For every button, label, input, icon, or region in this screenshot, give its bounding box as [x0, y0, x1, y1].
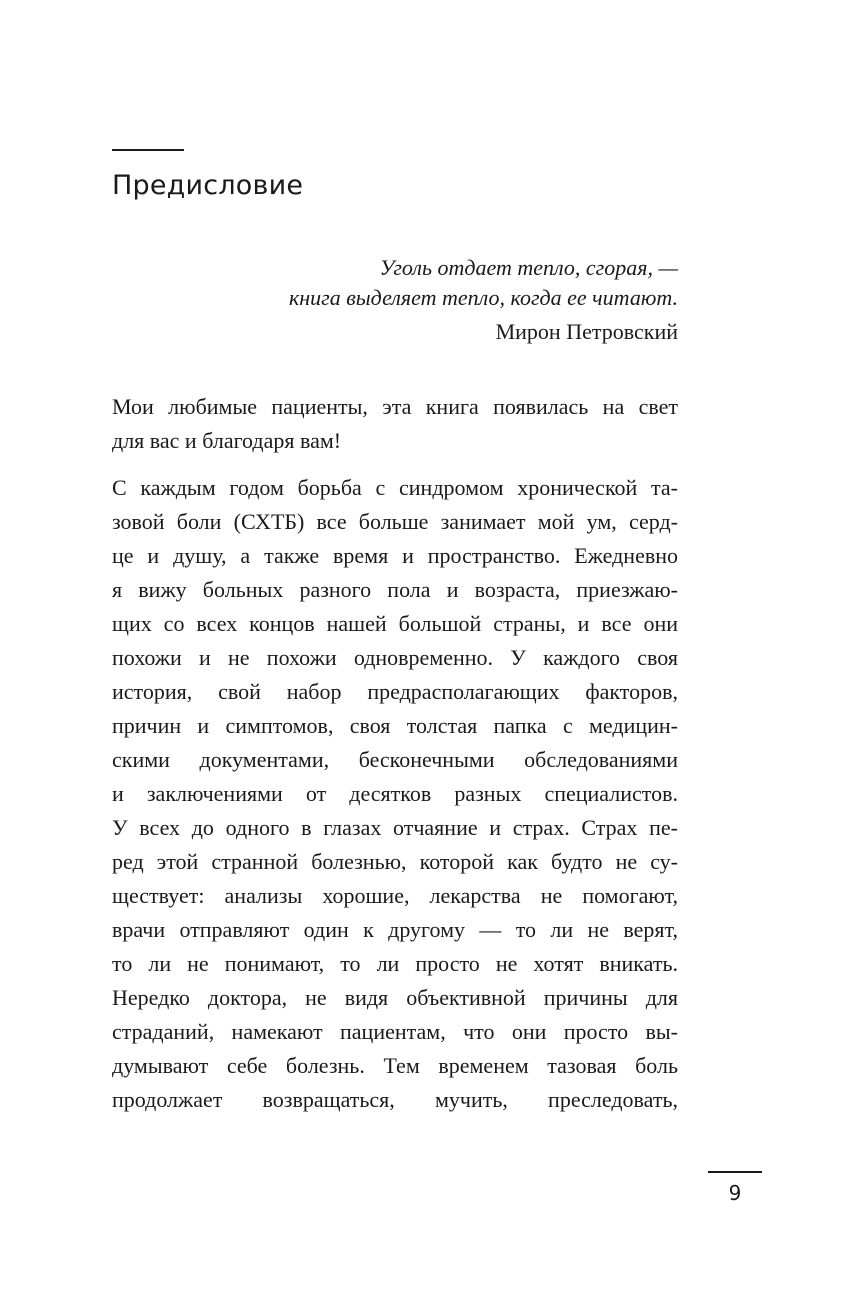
epigraph-author: Мирон Петровский	[495, 319, 678, 344]
text-line: це и душу, а также время и пространство. Ежедневно	[112, 543, 678, 568]
epigraph-line: Уголь отдает тепло, сгорая, —	[379, 255, 678, 280]
paragraph	[112, 390, 678, 458]
footer-rule	[708, 1171, 762, 1173]
text-line: история, свой набор предрасполагающих факторов,	[112, 679, 678, 704]
text-line: скими документами, бесконечными обследованиями	[112, 747, 678, 772]
text-line: страданий, намекают пациентам, что они просто вы-	[112, 1019, 678, 1044]
text-line: продолжает возвращаться, мучить, преследовать,	[112, 1087, 678, 1112]
chapter-top-rule	[112, 149, 184, 151]
text-line: ред этой странной болезнью, которой как будто не су-	[112, 849, 678, 874]
text-line: похожи и не похожи одновременно. У каждого своя	[112, 645, 678, 670]
text-line: ществует: анализы хорошие, лекарства не помогают,	[112, 883, 678, 908]
text-line: думывают себе болезнь. Тем временем тазовая боль	[112, 1053, 678, 1078]
text-line: Мои любимые пациенты, эта книга появилась на свет	[112, 394, 678, 419]
body-text	[112, 390, 678, 1117]
text-line: то ли не понимают, то ли просто не хотят вникать.	[112, 951, 678, 976]
text-line: У всех до одного в глазах отчаяние и страх. Страх пе-	[112, 815, 678, 840]
text-line: врачи отправляют один к другому — то ли не верят,	[112, 917, 678, 942]
paragraph	[112, 471, 678, 1117]
text-line: и заключениями от десятков разных специалистов.	[112, 781, 678, 806]
text-line: причин и симптомов, своя толстая папка с медицин-	[112, 713, 678, 738]
text-line: зовой боли (СХТБ) все больше занимает мой ум, серд-	[112, 509, 678, 534]
text-line: щих со всех концов нашей большой страны, и все они	[112, 611, 678, 636]
page-number: 9	[728, 1181, 742, 1205]
text-line: Нередко доктора, не видя объективной причины для	[112, 985, 678, 1010]
text-line: для вас и благодаря вам!	[112, 428, 342, 453]
epigraph-line: книга выделяет тепло, когда ее читают.	[288, 285, 678, 310]
text-line: я вижу больных разного пола и возраста, приезжаю-	[112, 577, 678, 602]
text-line: С каждым годом борьба с синдромом хронической та-	[112, 475, 678, 500]
epigraph	[112, 253, 678, 347]
chapter-title: Предисловие	[112, 170, 304, 201]
